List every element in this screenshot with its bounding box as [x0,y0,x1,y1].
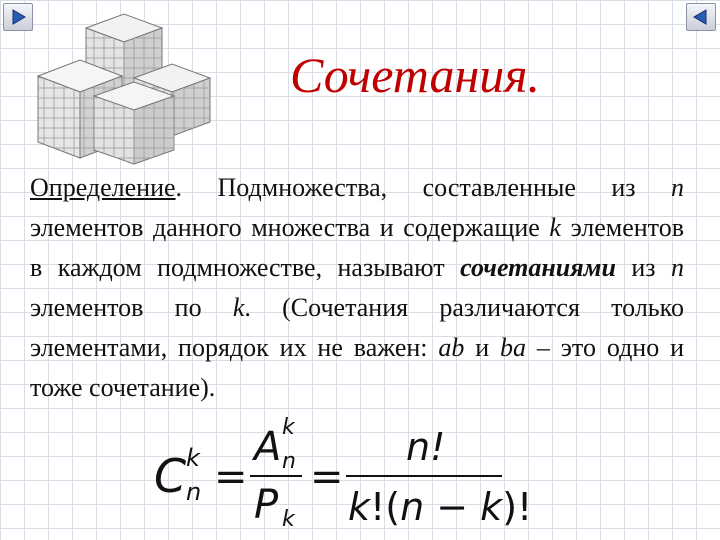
definition-text: из [615,253,672,282]
definition-text: . (Сочетания различаются только элементами, порядок их не важен: [30,293,684,362]
definition-paragraph [30,168,684,408]
variable-n: n [671,173,684,202]
formula-denominator: k!(n − k)! [348,485,533,529]
formula-A-subscript: n [282,449,296,474]
definition-text: и [464,333,501,362]
formula-numerator: n! [406,425,446,469]
definition-text: элементов по [30,293,233,322]
definition-text: элементов в каждом подмножестве, называют [30,213,684,282]
definition-text: – это одно и тоже сочетание). [30,333,684,402]
defined-term: сочетаниями [460,253,616,282]
definition-text: элементов данного множества и содержащие [30,213,550,242]
slide-title: Сочетания. [290,47,541,103]
variable-k: k [549,213,561,242]
formula-C: C [154,449,187,503]
formula-C-subscript: n [186,478,202,506]
formula-A: A [254,424,282,470]
formula-equals-1: = [214,454,248,500]
next-slide-button[interactable] [3,3,33,31]
variable-n: n [671,253,685,282]
variable-k: k [232,293,245,322]
sudoku-cubes-image [34,8,224,168]
combinations-formula [150,412,533,537]
formula-P-subscript: k [282,507,295,532]
triangle-right-icon [9,8,27,26]
definition-label: Определение [30,173,176,202]
triangle-left-icon [692,8,710,26]
formula-C-superscript: k [186,444,200,472]
formula-equals-2: = [310,454,344,500]
formula-A-superscript: k [282,415,295,440]
example-ba: ba [500,333,527,362]
formula-P: P [254,482,279,528]
previous-slide-button[interactable] [686,3,716,31]
definition-text: . Подмножества, составленные из [175,173,671,202]
example-ab: ab [438,333,465,362]
